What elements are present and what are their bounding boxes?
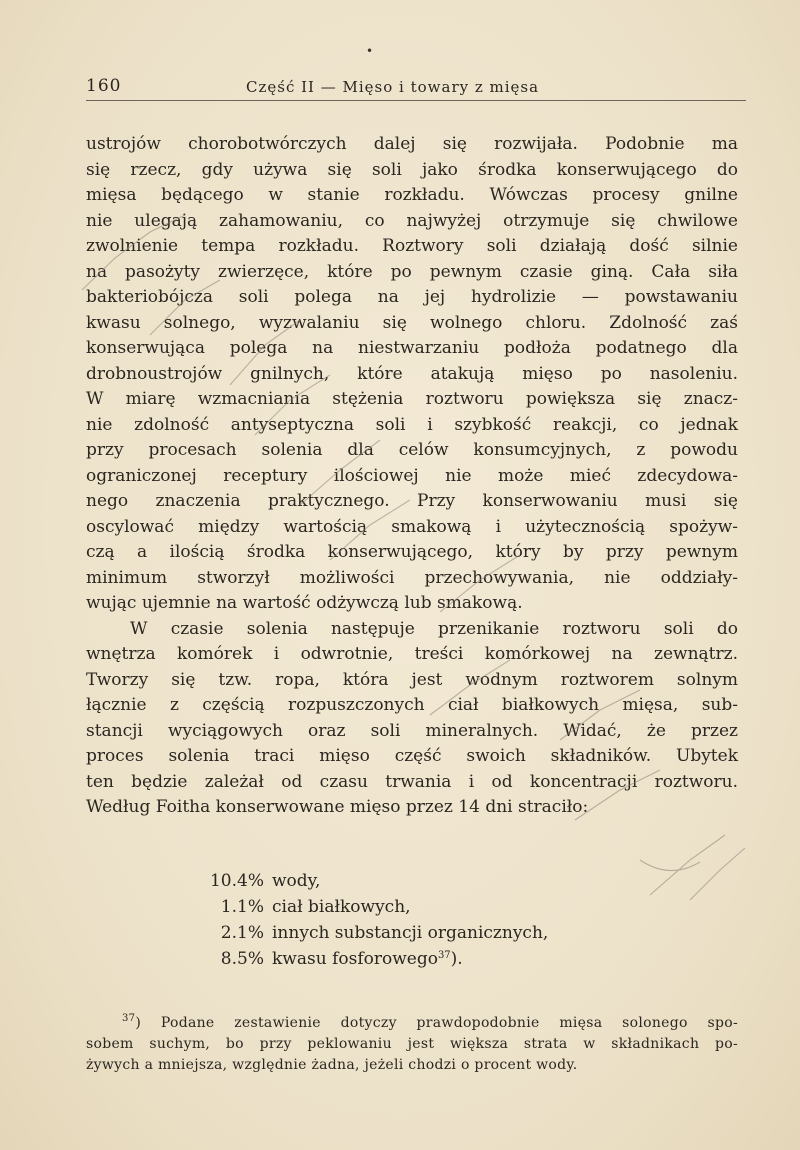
list-item (186, 894, 606, 920)
text-line: bakteriobójcza soli polega na jej hydrolizie — powstawaniu (86, 287, 738, 307)
page-number: 160 (86, 76, 122, 96)
text-line: oscylować między wartością smakową i użytecznością spożyw- (86, 516, 738, 537)
footnote-line: sobem suchym, bo przy peklowaniu jest większa strata w składnikach po- (86, 1036, 738, 1052)
footnote-line (86, 1013, 738, 1034)
text-line: ograniczonej receptury ilościowej nie może mieć zdecydowa- (86, 465, 738, 486)
loss-percent: 10.4% (209, 871, 264, 891)
loss-label: wody, (272, 871, 321, 891)
loss-percent: 8.5% (220, 949, 264, 969)
text-line: wując ujemnie na wartość odżywczą lub smakową. (86, 593, 523, 613)
main-text (86, 132, 738, 821)
text-line: minimum stworzył możliwości przechowywania, nie oddziały- (86, 567, 738, 588)
text-line: konserwująca polega na niestwarzaniu podłoża podatnego dla (86, 338, 738, 358)
list-item (186, 920, 606, 946)
loss-list (186, 868, 606, 972)
text-line: przy procesach solenia dla celów konsumcyjnych, z powodu (86, 440, 738, 460)
list-item (186, 868, 606, 894)
text-line: kwasu solnego, wyzwalaniu się wolnego chloru. Zdolność zaś (86, 312, 738, 333)
loss-label-with-ref (272, 946, 606, 972)
loss-label: innych substancji organicznych, (272, 923, 549, 943)
loss-percent: 1.1% (220, 897, 264, 917)
text-line: łącznie z częścią rozpuszczonych ciał białkowych mięsa, sub- (86, 695, 738, 715)
paragraph-1 (86, 132, 738, 617)
text-line: mięsa będącego w stanie rozkładu. Wówczas procesy gnilne (86, 185, 738, 205)
text-line: na pasożyty zwierzęce, które po pewnym czasie giną. Cała siła (86, 261, 738, 282)
footnote (86, 1013, 738, 1076)
text-line: czą a ilością środka konserwującego, który by przy pewnym (86, 542, 738, 562)
footnote-text: Podane zestawienie dotyczy prawdopodobnie mięsa solonego spo- (160, 1015, 738, 1031)
loss-percent: 2.1% (220, 923, 264, 943)
running-title: Część II — Mięso i towary z mięsa (246, 78, 540, 96)
loss-label-trail: ). (450, 949, 463, 969)
paragraph-2 (86, 617, 738, 821)
text-line: drobnoustrojów gnilnych, które atakują mięso po nasoleniu. (86, 363, 738, 384)
text-line: ten będzie zależał od czasu trwania i od koncentracji roztworu. (86, 771, 738, 792)
footnote-reference: 37 (437, 950, 451, 961)
text-line: stancji wyciągowych oraz soli mineralnych. Widać, że przez (86, 720, 738, 741)
text-line: W czasie solenia następuje przenikanie roztworu soli do (130, 618, 738, 639)
text-line: zwolnienie tempa rozkładu. Roztwory soli działają dość silnie (86, 236, 738, 256)
footnote-marker-close: ) (135, 1015, 142, 1031)
footnote-line: żywych a mniejsza, względnie żadna, jeżeli chodzi o procent wody. (86, 1057, 578, 1073)
text-line: nego znaczenia praktycznego. Przy konserwowaniu musi się (86, 491, 738, 511)
pencil-stroke (650, 835, 725, 895)
text-line: Tworzy się tzw. ropa, która jest wodnym roztworem solnym (86, 669, 738, 690)
text-line: nie zdolność antyseptyczna soli i szybkość reakcji, co jednak (86, 414, 738, 435)
text-line: się rzecz, gdy używa się soli jako środka konserwującego do (86, 159, 738, 180)
text-line: proces solenia traci mięso część swoich składników. Ubytek (86, 746, 738, 766)
loss-label: kwasu fosforowego (272, 949, 438, 969)
header-ornament: • (366, 44, 374, 58)
pencil-stroke (690, 848, 745, 900)
pencil-stroke (640, 860, 700, 871)
footnote-marker: 37 (122, 1013, 136, 1024)
running-header (86, 76, 746, 101)
loss-label: ciał białkowych, (272, 897, 411, 917)
text-line: ustrojów chorobotwórczych dalej się rozwijała. Podobnie ma (86, 134, 738, 154)
text-line: nie ulegają zahamowaniu, co najwyżej otrzymuje się chwilowe (86, 210, 738, 231)
text-line: wnętrza komórek i odwrotnie, treści komórkowej na zewnątrz. (86, 644, 738, 664)
text-line: W miarę wzmacniania stężenia roztworu powiększa się znacz- (86, 389, 738, 409)
list-item (186, 946, 606, 972)
text-line: Według Foitha konserwowane mięso przez 14 dni straciło: (86, 797, 589, 817)
